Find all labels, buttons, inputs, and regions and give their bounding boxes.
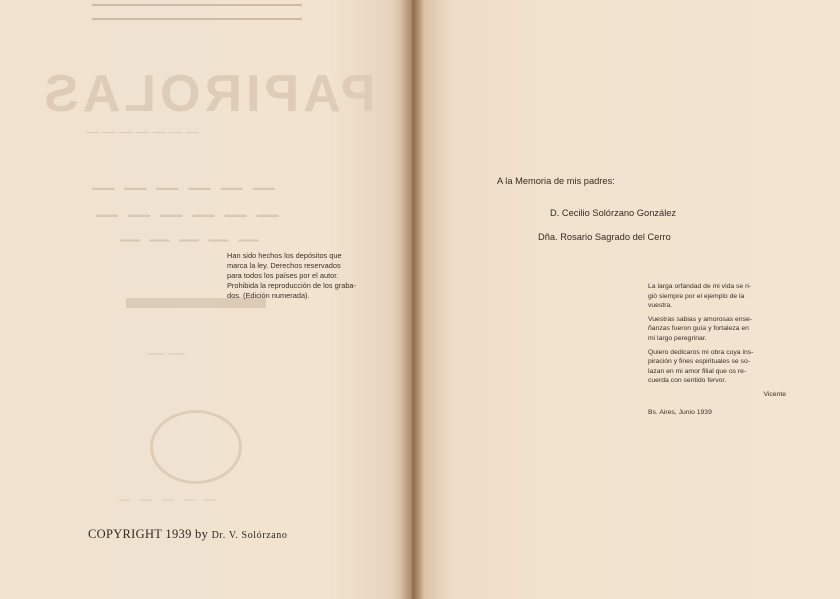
deposit-line: Han sido hechos los depósitos que [227,251,342,260]
copyright-line [88,527,288,542]
show-through-seal [150,410,242,484]
verse-line: cuerda con sentido fervor. [648,377,727,385]
deposit-line: dos. (Edición numerada). [227,291,310,300]
deposit-line: marca la ley. Derechos reservados [227,261,341,270]
dedication-mother: Dña. Rosario Sagrado del Cerro [538,232,671,242]
verse-line: vuestra. [648,302,673,310]
show-through-subtitle: — — — — — — — [86,124,199,139]
book-gutter [400,0,424,599]
place-date: Bs. Aires, Junio 1939 [648,409,712,416]
copyright-prefix: COPYRIGHT 1939 by [88,527,212,541]
verse-paragraph [648,348,786,386]
deposit-line: para todos los países por el autor. [227,271,339,280]
signature: Vicente [763,390,786,398]
deposit-line: Prohibida la reproducción de los graba- [227,281,357,290]
verse-paragraph [648,282,786,311]
verse-line: lazan en mi amor filial que os re- [648,367,747,375]
show-through-line: — — — — — [118,229,259,251]
show-through-title: PAPIROLAS [40,65,376,123]
verse-line: Vuestras sabias y amorosas ense- [648,315,753,323]
show-through-number: — — [148,345,185,362]
verse-line: Quiero dedicaros mi obra cuya ins- [648,348,754,356]
dedication-verse [648,282,786,400]
deposit-notice [227,251,359,301]
verse-line: La larga orfandad de mi vida se ri- [648,283,752,290]
show-through-banner [92,4,302,20]
verse-line: gió siempre por el ejemplo de la [648,292,745,300]
dedication-heading: A la Memoria de mis padres: [497,176,615,186]
dedication-father: D. Cecilio Solórzano González [550,208,677,218]
left-page [0,0,412,599]
verse-line: piración y fines espirituales se so- [648,358,750,366]
show-through-imprint: — — — — — [116,492,217,506]
copyright-author: Dr. V. Solórzano [211,530,288,541]
verse-paragraph [648,315,786,344]
show-through-line: — — — — — — [94,202,279,227]
verse-line: mi largo peregrinar. [648,334,707,342]
verse-line: ñanzas fueron guía y fortaleza en [648,325,749,333]
show-through-line: — — — — — — [90,175,275,200]
